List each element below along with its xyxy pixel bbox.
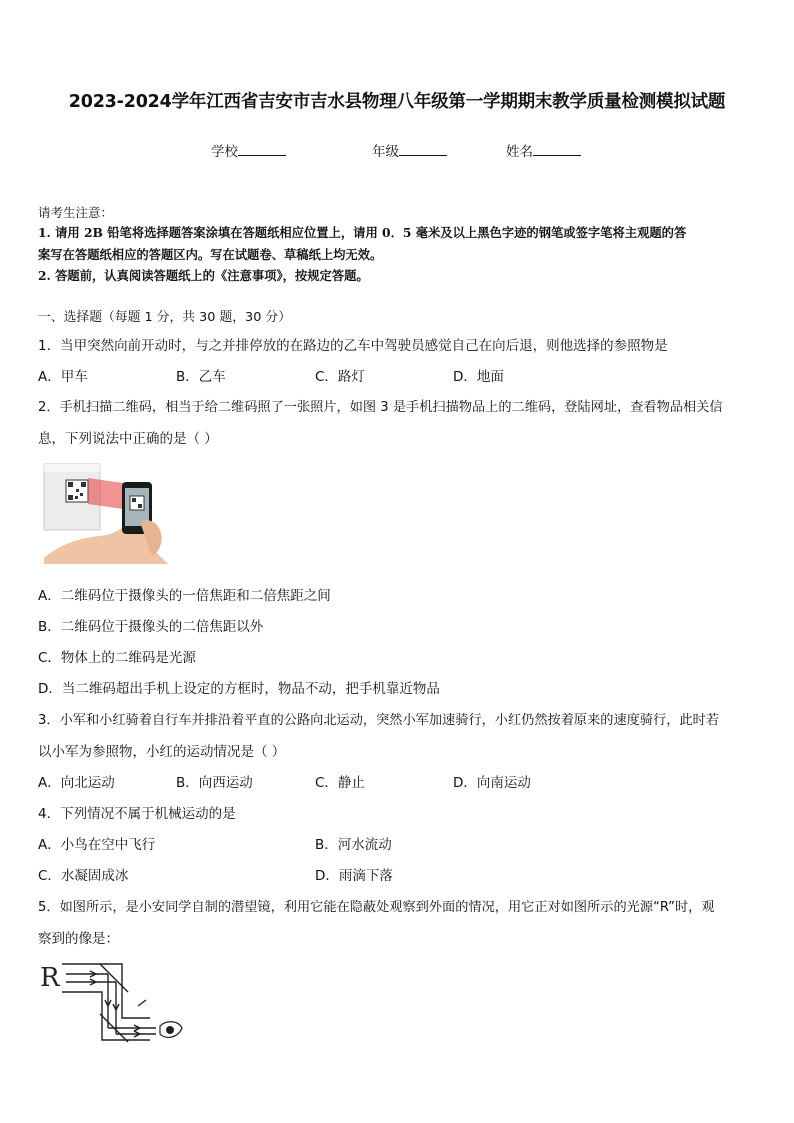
q1-option-c: C．路灯 (315, 369, 365, 385)
q1-option-a: A．甲车 (38, 369, 88, 385)
q5-stem-line-1: 5．如图所示，是小安同学自制的潜望镜，利用它能在隐蔽处观察到外面的情况，用它正对如图所示的光源“R”时，观 (38, 900, 715, 915)
notice-heading: 请考生注意： (38, 205, 114, 220)
q1-stem: 1．当甲突然向前开动时，与之并排停放的在路边的乙车中驾驶员感觉自己在向后退，则他选择的参照物是 (38, 338, 668, 354)
notice-line-1a: 1. 请用 2B 铅笔将选择题答案涂填在答题纸相应位置上，请用 0．5 毫米及以上黑色字迹的钢笔或签字笔将主观题的答 (38, 225, 687, 240)
qr-scan-photo (40, 460, 170, 564)
q1-option-b: B．乙车 (176, 369, 226, 385)
q1-option-d: D．地面 (453, 369, 504, 385)
q3-option-c: C．静止 (315, 775, 365, 791)
school-field (211, 140, 286, 160)
notice-line-2: 2. 答题前，认真阅读答题纸上的《注意事项》，按规定答题。 (38, 268, 369, 283)
q4-option-a: A．小鸟在空中飞行 (38, 837, 156, 853)
q3-option-d: D．向南运动 (453, 775, 531, 791)
q4-option-d: D．雨滴下落 (315, 868, 393, 884)
name-blank (533, 143, 581, 156)
q2-option-d: D．当二维码超出手机上设定的方框时，物品不动，把手机靠近物品 (38, 681, 440, 697)
name-label: 姓名 (506, 144, 533, 160)
q2-option-a: A．二维码位于摄像头的一倍焦距和二倍焦距之间 (38, 588, 331, 604)
school-blank (238, 143, 286, 156)
grade-blank (399, 143, 447, 156)
q5-stem-line-2: 察到的像是： (38, 931, 119, 947)
grade-field (372, 140, 447, 160)
q3-stem-line-2: 以小军为参照物，小红的运动情况是（ ） (38, 744, 286, 760)
name-field (506, 140, 581, 160)
q4-stem: 4．下列情况不属于机械运动的是 (38, 806, 236, 822)
q4-option-b: B．河水流动 (315, 837, 392, 853)
periscope-source-label: R (40, 963, 60, 993)
notice-line-1b: 案写在答题纸相应的答题区内。写在试题卷、草稿纸上均无效。 (38, 247, 383, 262)
q3-option-a: A．向北运动 (38, 775, 115, 791)
page-title: 2023-2024学年江西省吉安市吉水县物理八年级第一学期期末教学质量检测模拟试题 (68, 92, 726, 112)
q4-option-c: C．水凝固成冰 (38, 868, 129, 884)
q2-option-c: C．物体上的二维码是光源 (38, 650, 196, 666)
grade-label: 年级 (372, 144, 399, 160)
q2-option-b: B．二维码位于摄像头的二倍焦距以外 (38, 619, 264, 635)
q2-stem-line-2: 息，下列说法中正确的是（ ） (38, 431, 218, 447)
q3-stem-line-1: 3．小军和小红骑着自行车并排沿着平直的公路向北运动，突然小军加速骑行，小红仍然按着原来的速度骑行，此时若 (38, 713, 719, 728)
section-heading: 一、选择题（每题 1 分，共 30 题，30 分） (38, 310, 292, 325)
school-label: 学校 (211, 144, 238, 160)
periscope-figure (38, 956, 188, 1044)
q2-stem-line-1: 2．手机扫描二维码，相当于给二维码照了一张照片，如图 3 是手机扫描物品上的二维码，登陆网址，查看物品相关信 (38, 400, 723, 415)
q3-option-b: B．向西运动 (176, 775, 253, 791)
